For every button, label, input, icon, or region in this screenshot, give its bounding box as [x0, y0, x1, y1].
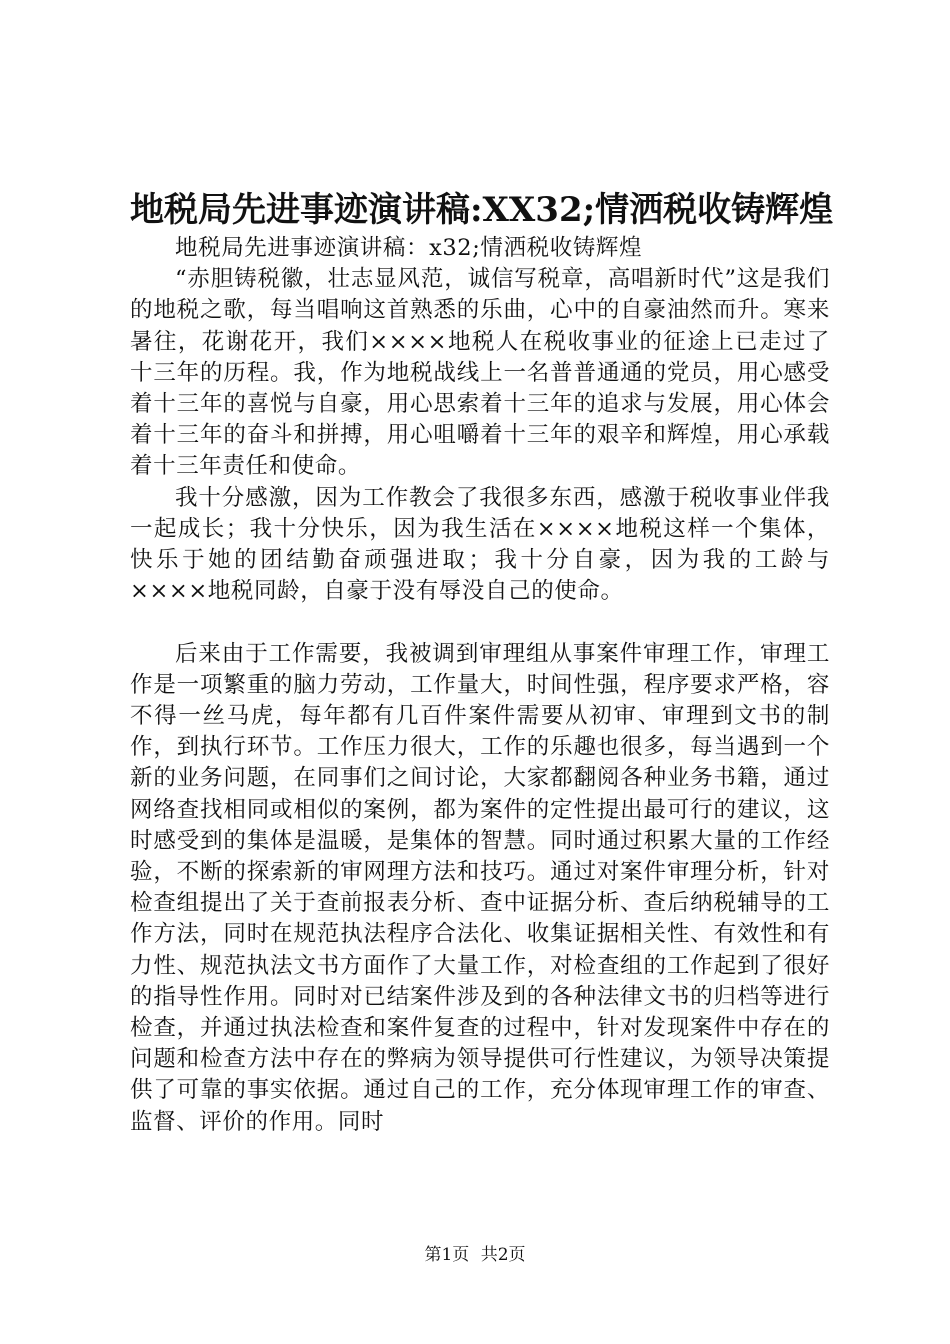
page-total: 共2页	[480, 1245, 526, 1265]
document-body	[130, 233, 830, 1138]
document-title: 地税局先进事迹演讲稿:XX32;情洒税收铸辉煌	[130, 190, 834, 230]
paragraph-1: “赤胆铸税徽，壮志显风范，诚信写税章，高唱新时代”这是我们的地税之歌，每当唱响这首熟悉的乐曲，心中的自豪油然而升。寒来暑往，花谢花开，我们××××地税人在税收事业的征途上已走过了十三年的历程。我，作为地税战线上一名普普通通的党员，用心感受着十三年的喜悦与自豪，用心思索着十三年的追求与发展，用心体会着十三年的奋斗和拼搏，用心咀嚼着十三年的艰辛和辉煌，用心承载着十三年责任和使命。	[130, 266, 830, 480]
page-number: 第1页	[424, 1245, 470, 1265]
page-footer	[0, 1243, 950, 1267]
paragraph-3: 后来由于工作需要，我被调到审理组从事案件审理工作，审理工作是一项繁重的脑力劳动，工作量大，时间性强，程序要求严格，容不得一丝马虎，每年都有几百件案件需要从初审、审理到文书的制作，到执行环节。工作压力很大，工作的乐趣也很多，每当遇到一个新的业务问题，在同事们之间讨论，大家都翻阅各种业务书籍，通过网络查找相同或相似的案例，都为案件的定性提出最可行的建议，这时感受到的集体是温暖，是集体的智慧。同时通过积累大量的工作经验，不断的探索新的审网理方法和技巧。通过对案件审理分析，针对检查组提出了关于查前报表分析、查中证据分析、查后纳税辅导的工作方法，同时在规范执法程序合法化、收集证据相关性、有效性和有力性、规范执法文书方面作了大量工作，对检查组的工作起到了很好的指导性作用。同时对已结案件涉及到的各种法律文书的归档等进行检查，并通过执法检查和案件复查的过程中，针对发现案件中存在的问题和检查方法中存在的弊病为领导提供可行性建议，为领导决策提供了可靠的事实依据。通过自己的工作，充分体现审理工作的审查、监督、评价的作用。同时	[130, 640, 830, 1135]
paragraph-subtitle: 地税局先进事迹演讲稿：x32;情洒税收铸辉煌	[175, 235, 643, 261]
paragraph-2: 我十分感激，因为工作教会了我很多东西，感激于税收事业伴我一起成长；我十分快乐，因为我生活在××××地税这样一个集体，快乐于她的团结勤奋顽强进取；我十分自豪，因为我的工龄与××××地税同龄，自豪于没有辱没自己的使命。	[130, 484, 830, 605]
